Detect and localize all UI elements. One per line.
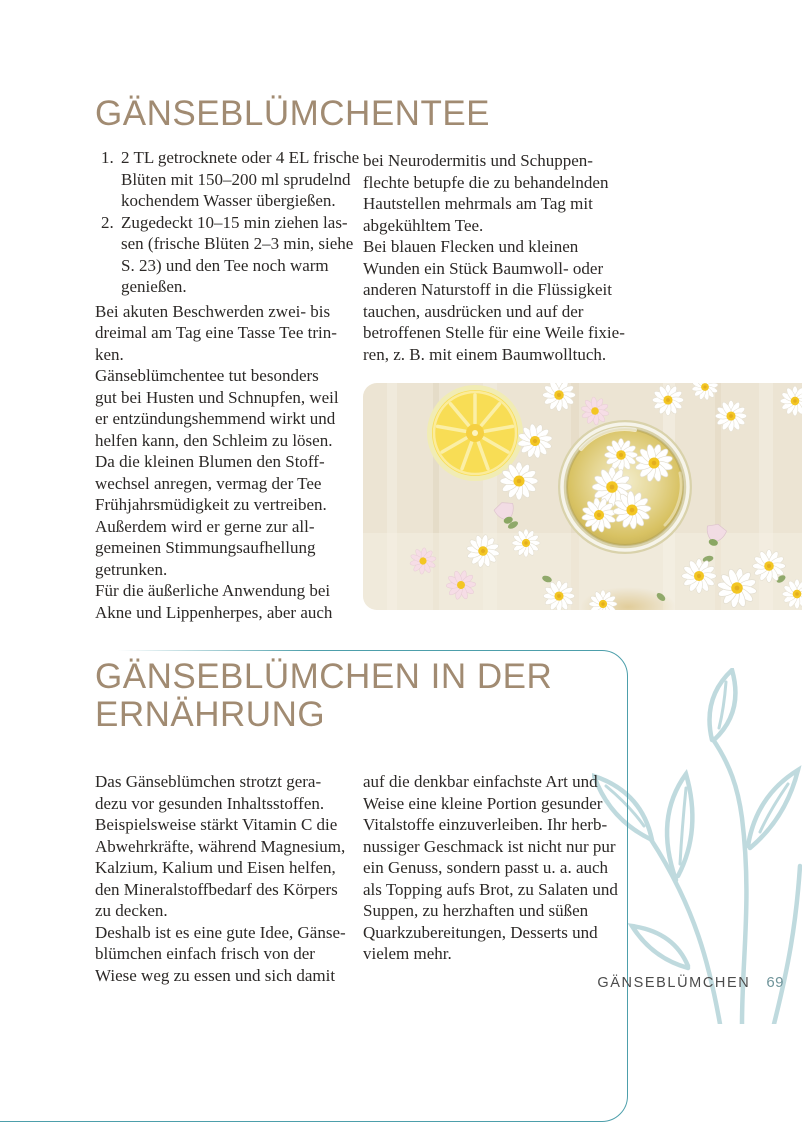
text-line: Kalzium, Kalium und Eisen helfen, — [95, 858, 336, 877]
text-line: betroffenen Stelle für eine Weile fixie- — [363, 323, 625, 342]
text-line: blümchen einfach frisch von der — [95, 944, 315, 963]
text-line: er entzündungshemmend wirkt und — [95, 409, 336, 428]
text-line: nussiger Geschmack ist nicht nur pur — [363, 836, 616, 856]
page-title-nutrition — [95, 658, 552, 734]
text-line: Für die äußerliche Anwendung bei — [95, 581, 331, 600]
step-number: 1. — [101, 148, 114, 167]
text-line: Hautstellen mehrmals am Tag mit — [363, 194, 593, 213]
text-line: Wunden ein Stück Baumwoll- oder — [363, 258, 604, 278]
text-line: genießen. — [121, 277, 187, 296]
footer-chapter-label: GÄNSEBLÜMCHEN — [597, 975, 751, 991]
text-line: anderen Naturstoff in die Flüssigkeit — [363, 280, 612, 299]
column-left-section1 — [95, 147, 373, 623]
text-line: Zugedeckt 10–15 min ziehen las- — [121, 212, 348, 232]
text-line: dezu vor gesunden Inhaltsstoffen. — [95, 793, 325, 813]
text-line: 2 TL getrocknete oder 4 EL frische — [121, 148, 360, 167]
text-line: Suppen, zu herzhaften und süßen — [363, 901, 589, 920]
text-line: Weise eine kleine Portion gesunder — [363, 793, 603, 813]
body-text-right — [363, 150, 641, 365]
column-right-section1 — [363, 150, 641, 365]
text-line: Gänseblümchentee tut besonders — [95, 366, 319, 385]
text-line: Vitalstoffe einzuverleiben. Ihr herb- — [363, 815, 608, 834]
text-line: S. 23) und den Tee noch warm — [121, 255, 329, 275]
text-line: kochendem Wasser übergießen. — [121, 191, 336, 210]
text-line: auf die denkbar einfachste Art und — [363, 772, 598, 791]
tea-glass — [558, 420, 692, 554]
column-right-section2 — [363, 771, 641, 965]
text-line: als Topping aufs Brot, zu Salaten und — [363, 879, 618, 899]
text-line: getrunken. — [95, 559, 168, 579]
text-line: Wiese weg zu essen und sich damit — [95, 965, 336, 985]
text-line: zu decken. — [95, 901, 168, 920]
text-line: den Mineralstoffbedarf des Körpers — [95, 879, 338, 899]
body-text-left — [95, 771, 373, 986]
text-line: ein Genuss, sondern passt u. a. auch — [363, 858, 609, 877]
column-left-section2 — [95, 771, 373, 986]
text-line: vielem mehr. — [363, 944, 452, 963]
page-title-tea: GÄNSEBLÜMCHENTEE — [95, 94, 491, 134]
text-line: Quarkzubereitungen, Desserts und — [363, 922, 598, 942]
recipe-step — [101, 147, 373, 212]
text-line: Deshalb ist es eine gute Idee, Gänse- — [95, 922, 346, 942]
text-line: bei Neurodermitis und Schuppen- — [363, 151, 593, 170]
page-number: 69 — [766, 974, 784, 991]
text-line: abgekühltem Tee. — [363, 215, 484, 235]
text-line: ren, z. B. mit einem Baumwolltuch. — [363, 344, 607, 364]
text-line: dreimal am Tag eine Tasse Tee trin- — [95, 323, 337, 342]
text-line: flechte betupfe die zu behandelnden — [363, 172, 609, 192]
text-line: Bei akuten Beschwerden zwei- bis — [95, 301, 331, 321]
title-line: GÄNSEBLÜMCHEN IN DER — [95, 657, 553, 696]
text-line: Da die kleinen Blumen den Stoff- — [95, 452, 325, 471]
text-line: helfen kann, den Schleim zu lösen. — [95, 430, 333, 450]
text-line: gemeinen Stimmungsaufhellung — [95, 538, 316, 557]
recipe-step — [101, 212, 373, 298]
text-line: ken. — [95, 344, 124, 364]
daisy-tea-photo — [363, 383, 802, 610]
text-line: Beispielsweise stärkt Vitamin C die — [95, 815, 338, 834]
text-line: Das Gänseblümchen strotzt gera- — [95, 772, 322, 791]
body-text-left — [95, 301, 373, 624]
section-outline-fade — [0, 647, 310, 654]
text-line: Akne und Lippenherpes, aber auch — [95, 602, 333, 622]
text-line: Frühjahrsmüdigkeit zu vertreiben. — [95, 495, 327, 514]
text-line: tauchen, ausdrücken und auf der — [363, 301, 584, 321]
step-number: 2. — [101, 212, 114, 232]
text-line: wechsel anregen, vermag der Tee — [95, 473, 322, 493]
text-line: Bei blauen Flecken und kleinen — [363, 237, 579, 256]
text-line: Außerdem wird er gerne zur all- — [95, 516, 315, 536]
text-line: Blüten mit 150–200 ml sprudelnd — [121, 169, 351, 189]
recipe-steps — [101, 147, 373, 298]
text-line: sen (frische Blüten 2–3 min, siehe — [121, 234, 354, 253]
page-footer — [597, 974, 784, 991]
title-line: ERNÄHRUNG — [95, 695, 326, 734]
text-line: Abwehrkräfte, während Magnesium, — [95, 836, 346, 856]
body-text-right — [363, 771, 641, 965]
text-line: gut bei Husten und Schnupfen, weil — [95, 387, 339, 407]
